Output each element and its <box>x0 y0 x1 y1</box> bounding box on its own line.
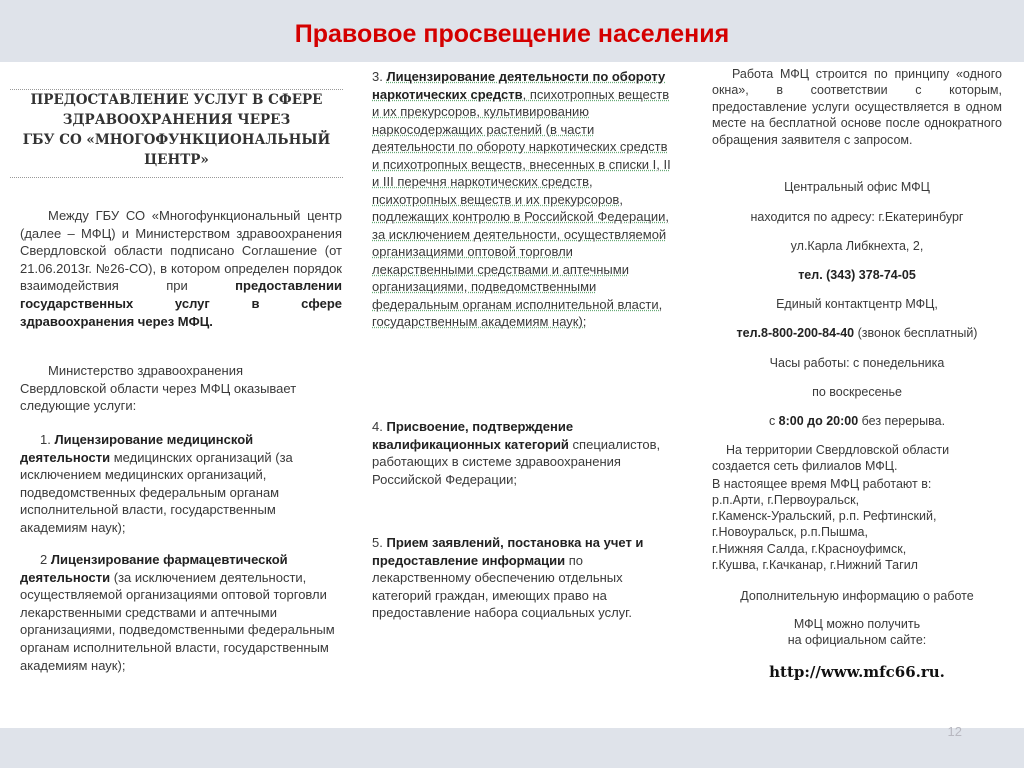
branches-list-label: В настоящее время МФЦ работают в: <box>712 477 932 491</box>
page-number: 12 <box>947 724 962 739</box>
divider <box>10 177 343 178</box>
heading-line: ГБУ СО «МНОГОФУНКЦИОНАЛЬНЫЙ <box>22 132 331 148</box>
more-info-line-2: МФЦ можно получить <box>793 617 921 631</box>
service-item-1: 1. Лицензирование медицинской деятельности медицинских организаций (за исключением медицинских организаций, подведомственных федеральным органам исполнительной власти, государственным академиям наук); <box>20 432 293 535</box>
footer-bar <box>0 728 1024 768</box>
heading-line: ПРЕДОСТАВЛЕНИЕ УСЛУГ В СФЕРЕ <box>30 92 323 108</box>
more-info-line-3: на официальном сайте: <box>787 633 927 647</box>
branches-line: г.Нижняя Салда, г.Красноуфимск, <box>712 542 907 556</box>
branches-line: г.Кушва, г.Качканар, г.Нижний Тагил <box>712 558 918 572</box>
document-heading <box>10 90 343 170</box>
branches-intro: На территории Свердловской области создается сеть филиалов МФЦ. <box>712 443 950 474</box>
one-window-paragraph: Работа МФЦ строится по принципу «одного окна», в соответствии с которым, предоставление услуги осуществляется в одном месте на бесплатной основе после однократного обращения заявителя с запросом. <box>712 67 1002 147</box>
heading-line: ЗДРАВООХРАНЕНИЯ ЧЕРЕЗ <box>62 112 291 128</box>
left-column <box>10 62 343 722</box>
office-street: ул.Карла Либкнехта, 2, <box>790 239 924 253</box>
branches-line: г.Новоуральск, р.п.Пышма, <box>712 525 868 539</box>
service-item-4: 4. Присвоение, подтверждение квалификационных категорий специалистов, работающих в системе здравоохранения Российской Федерации; <box>372 419 661 487</box>
more-info-line-1: Дополнительную информацию о работе <box>740 589 974 603</box>
branches-line: р.п.Арти, г.Первоуральск, <box>712 493 860 507</box>
agreement-paragraph: Между ГБУ СО «Многофункциональный центр (далее – МФЦ) и Министерством здравоохранения Свердловской области подписано Соглашение (от 21.06.2013г. №26-СО), в котором определен порядок взаимодействия при предоставлении государственных услуг в сфере здравоохранения через МФЦ. <box>20 208 342 329</box>
working-hours-line-3: с 8:00 до 20:00 без перерыва. <box>768 414 946 428</box>
hotline-phone: тел.8-800-200-84-40 (звонок бесплатный) <box>736 326 978 340</box>
services-intro: Министерство здравоохранения Свердловской области через МФЦ оказывает следующие услуги: <box>20 363 297 414</box>
service-item-2: 2 Лицензирование фармацевтической деятельности (за исключением деятельности, осуществляемой организациями оптовой торговли лекарственными средствами и аптечными организациями, подведомственными федеральным органам исполнительной власти, государственным академиям наук); <box>20 552 335 673</box>
website-link[interactable]: http://www.mfc66.ru. <box>769 663 945 681</box>
service-item-3: 3. Лицензирование деятельности по обороту наркотических средств, психотропных веществ и их прекурсоров, культивированию наркосодержащих растений (в части деятельности по обороту наркотических средств и психотропных веществ, внесенных в списки I, II и III перечня наркотических средств, психотропных веществ и их прекурсоров, подлежащих контролю в Российской Федерации, за исключением деятельности, осуществляемой организациями оптовой торговли лекарственными средствами и аптечными организациями, подведомственными федеральным органам исполнительной власти, государственным академиям наук); <box>372 69 671 329</box>
office-phone: тел. (343) 378-74-05 <box>798 268 916 282</box>
heading-line: ЦЕНТР» <box>144 152 209 168</box>
working-hours-line-1: Часы работы: с понедельника <box>769 356 945 370</box>
office-label: Центральный офис МФЦ <box>784 180 930 194</box>
slide-title: Правовое просвещение населения <box>294 20 730 48</box>
service-item-5: 5. Прием заявлений, постановка на учет и предоставление информации по лекарственному обеспечению отдельных категорий граждан, имеющих право на предоставление набора социальных услуг. <box>372 535 644 620</box>
working-hours-line-2: по воскресенье <box>812 385 902 399</box>
branches-line: г.Каменск-Уральский, р.п. Рефтинский, <box>712 509 937 523</box>
contact-center-label: Единый контактцентр МФЦ, <box>776 297 938 311</box>
office-address: находится по адресу: г.Екатеринбург <box>750 210 964 224</box>
